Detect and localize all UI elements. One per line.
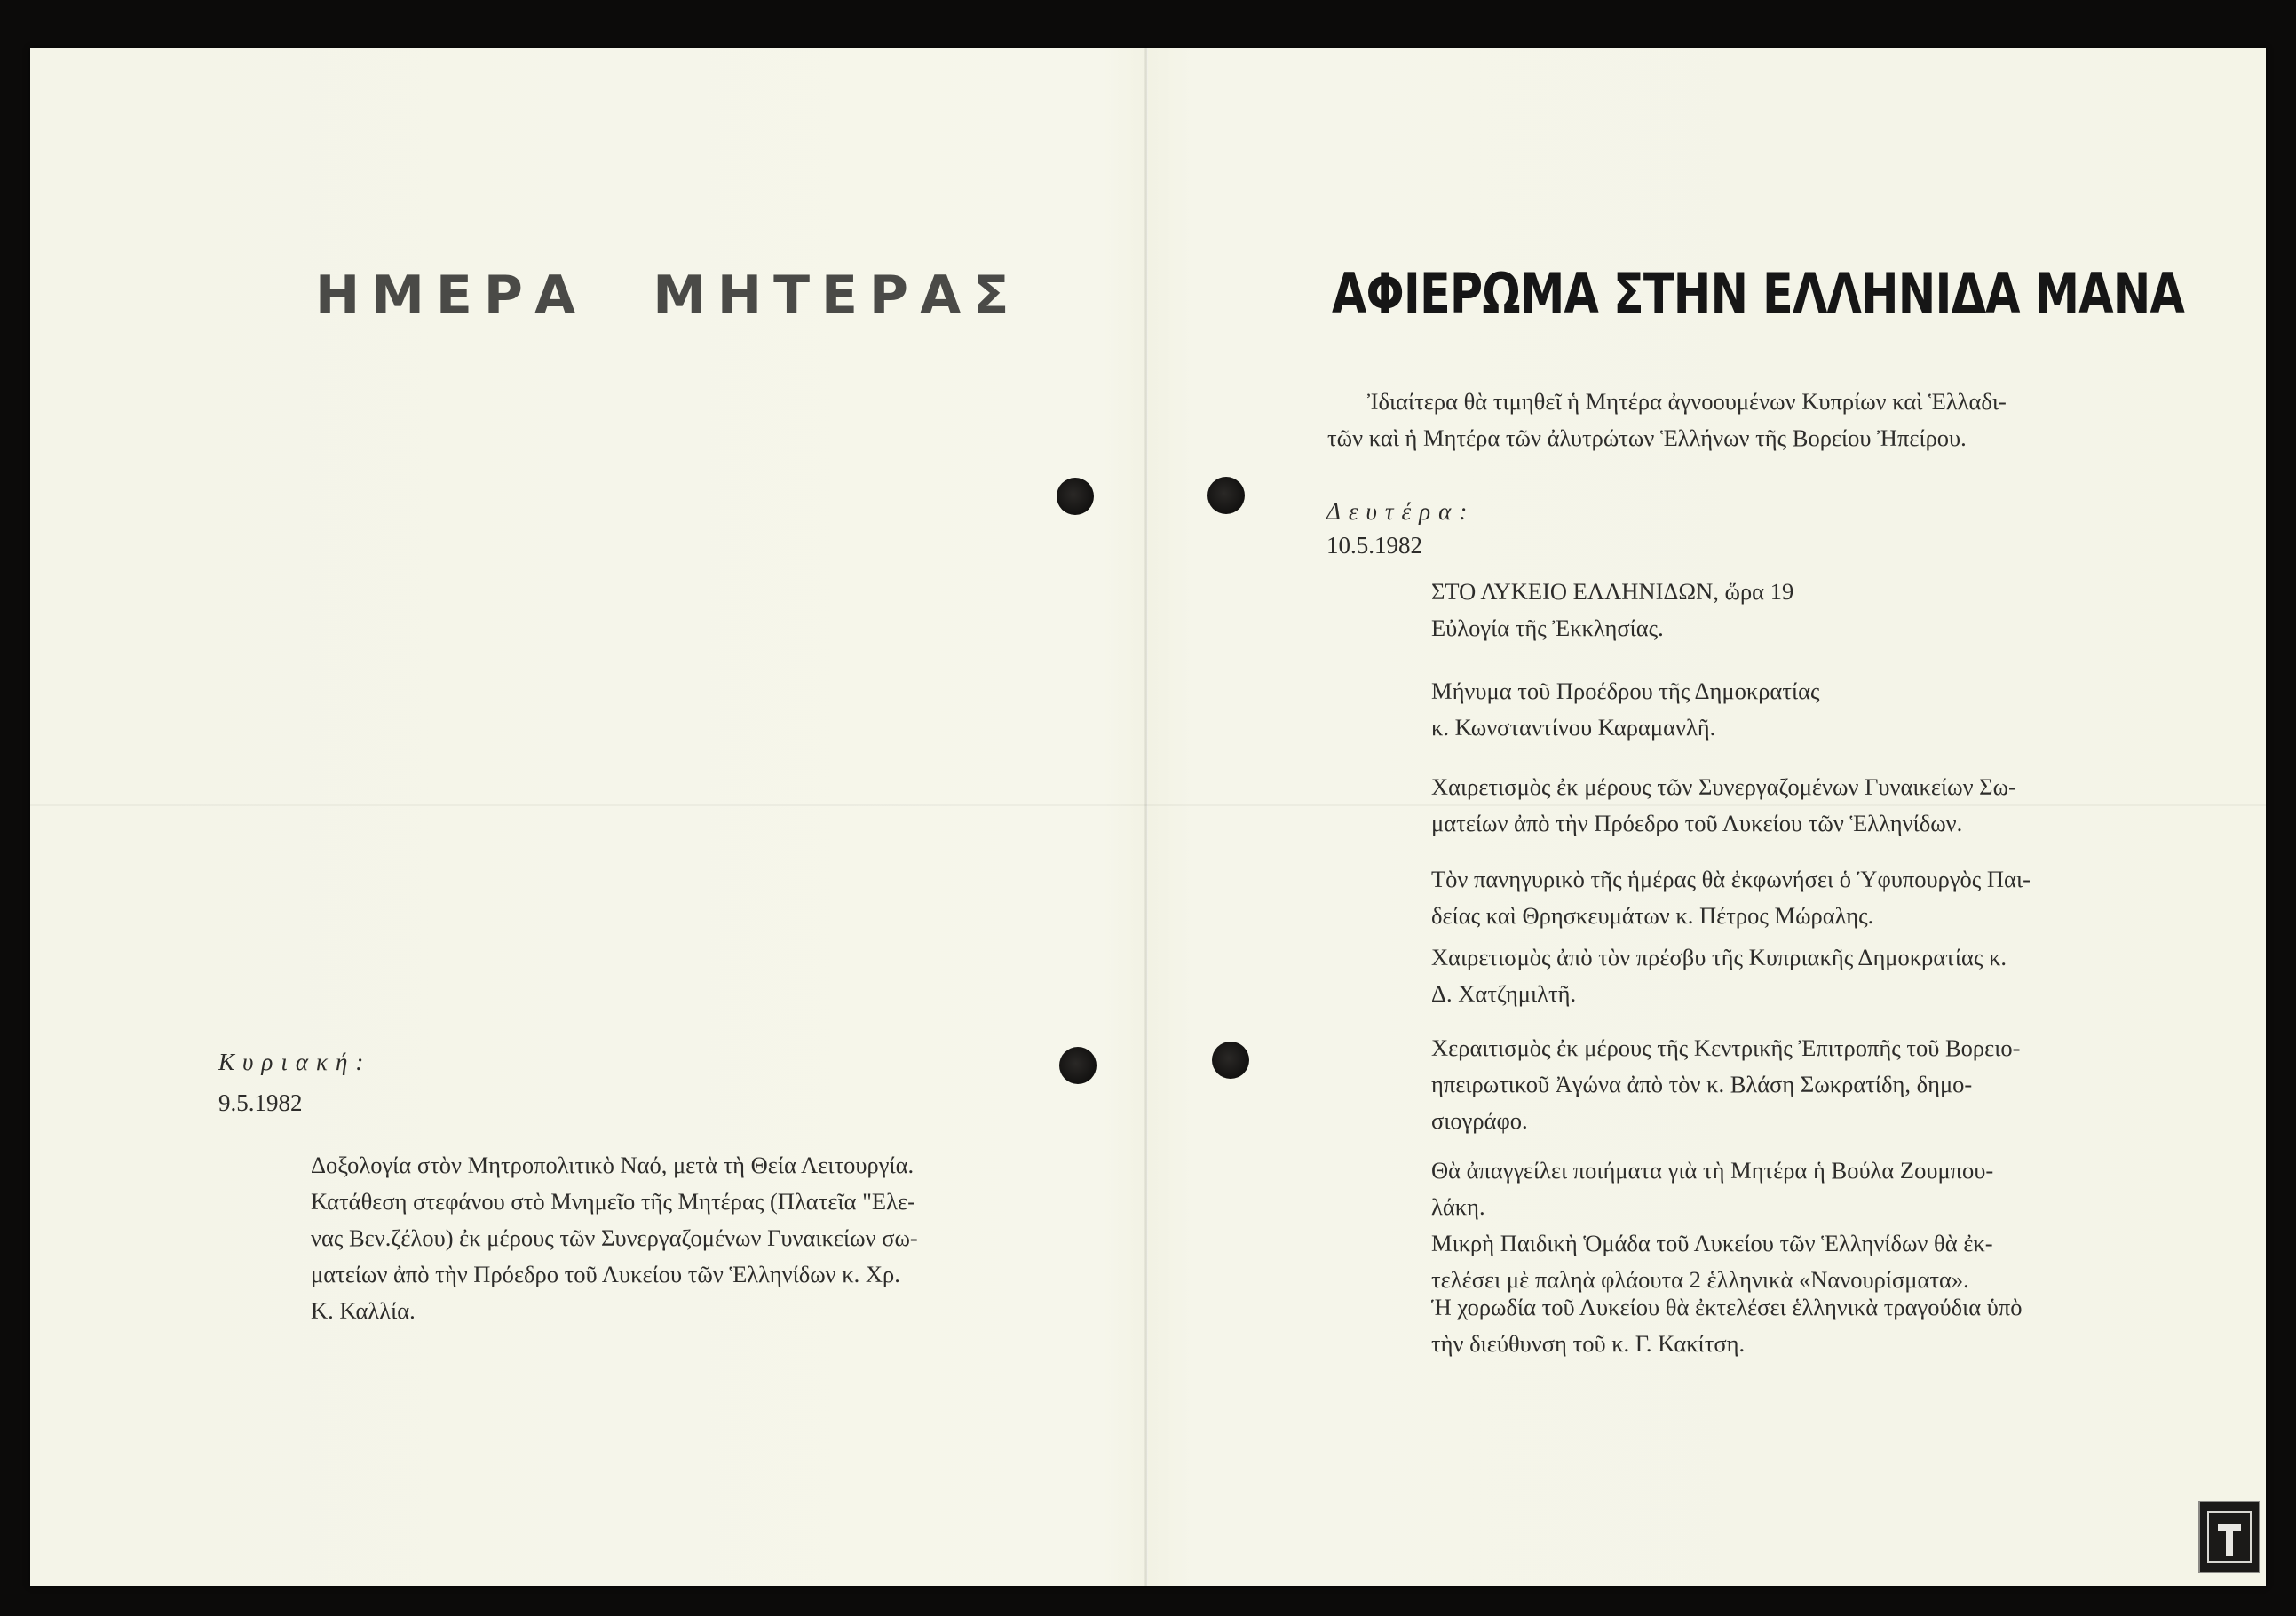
program-line: κ. Κωνσταντίνου Καραμανλῆ. [1431, 714, 1716, 741]
program-line: τελέσει μὲ παληὰ φλάουτα 2 ἑλληνικὰ «Νανουρίσματα». [1431, 1266, 1969, 1293]
program-item [1431, 861, 2031, 934]
left-page-title: ΗΜΕΡΑ ΜΗΤΕΡΑΣ [315, 265, 1021, 327]
left-paragraph [311, 1147, 978, 1329]
punch-hole-top-left [1057, 478, 1094, 515]
program-line: Δ. Χατζημιλτῆ. [1431, 980, 1577, 1007]
left-paragraph-line: νας Βεν.ζέλου) ἐκ μέρους τῶν Συνεργαζομένων Γυναικείων σω- [311, 1224, 918, 1251]
archive-logo [2198, 1501, 2260, 1573]
program-item [1431, 769, 2016, 842]
left-date: 9.5.1982 [218, 1089, 303, 1116]
program-line: Χεραιτισμὸς ἐκ μέρους τῆς Κεντρικῆς Ἐπιτροπῆς τοῦ Βορειο- [1431, 1034, 2021, 1061]
program-line: δείας καὶ Θρησκευμάτων κ. Πέτρος Μώραλης. [1431, 902, 1874, 929]
program-item [1431, 1030, 2020, 1139]
left-paragraph-line: Δοξολογία στὸν Μητροπολιτικὸ Ναό, μετὰ τὴ Θεία Λειτουργία. [311, 1152, 914, 1178]
program-item [1431, 1289, 2023, 1362]
program-line: Ἡ χορωδία τοῦ Λυκείου θὰ ἐκτελέσει ἑλληνικὰ τραγούδια ὑπὸ [1431, 1294, 2023, 1320]
intro-line: Ἰδιαίτερα θὰ τιμηθεῖ ἡ Μητέρα ἀγνοουμένων Κυπρίων καὶ Ἑλλαδι- [1367, 388, 2007, 415]
left-paragraph-line: Κατάθεση στεφάνου στὸ Μνημεῖο τῆς Μητέρας (Πλατεῖα "Ελε- [311, 1188, 915, 1215]
program-item [1431, 939, 2007, 1012]
program-line: λάκη. [1431, 1193, 1485, 1220]
program-line: Εὐλογία τῆς Ἐκκλησίας. [1431, 614, 1664, 641]
program-item [1431, 574, 1793, 646]
left-paragraph-line: Κ. Καλλία. [311, 1297, 416, 1324]
right-page-title: ΑΦΙΕΡΩΜΑ ΣΤΗΝ ΕΛΛΗΝΙΔΑ ΜΑΝΑ [1332, 261, 2185, 326]
punch-hole-bottom-right [1212, 1042, 1249, 1079]
logo-stem [2226, 1529, 2233, 1556]
left-day-label: Κυριακή: [218, 1049, 372, 1075]
program-item [1431, 673, 1819, 746]
right-date: 10.5.1982 [1326, 532, 1422, 558]
program-line: ηπειρωτικοῦ Ἀγώνα ἀπὸ τὸν κ. Βλάση Σωκρατίδη, δημο- [1431, 1071, 1973, 1097]
program-line: ΣΤΟ ΛΥΚΕΙΟ ΕΛΛΗΝΙΔΩΝ, ὥρα 19 [1431, 578, 1794, 605]
program-line: Θὰ ἀπαγγείλει ποιήματα γιὰ τὴ Μητέρα ἡ Βούλα Ζουμπου- [1431, 1157, 1994, 1184]
right-intro [1327, 384, 2007, 456]
left-paragraph-line: ματείων ἀπὸ τὴν Πρόεδρο τοῦ Λυκείου τῶν Ἑλληνίδων κ. Χρ. [311, 1261, 900, 1287]
program-line: τὴν διεύθυνση τοῦ κ. Γ. Κακίτση. [1431, 1330, 1746, 1357]
program-line: Μικρὴ Παιδικὴ Ὁμάδα τοῦ Λυκείου τῶν Ἑλληνίδων θὰ ἐκ- [1431, 1230, 1993, 1256]
program-line: ματείων ἀπὸ τὴν Πρόεδρο τοῦ Λυκείου τῶν Ἑλληνίδων. [1431, 810, 1963, 836]
program-line: Τὸν πανηγυρικὸ τῆς ἡμέρας θὰ ἐκφωνήσει ὁ Ὑφυπουργὸς Παι- [1431, 866, 2031, 892]
program-item [1431, 1153, 1993, 1225]
program-line: Χαιρετισμὸς ἀπὸ τὸν πρέσβυ τῆς Κυπριακῆς Δημοκρατίας κ. [1431, 944, 2007, 970]
logo-frame [2207, 1511, 2252, 1563]
program-line: σιογράφο. [1431, 1107, 1528, 1134]
program-item [1431, 1225, 1993, 1298]
right-day-label: Δευτέρα: [1326, 498, 1476, 525]
punch-hole-bottom-left [1059, 1047, 1097, 1084]
program-line: Χαιρετισμὸς ἐκ μέρους τῶν Συνεργαζομένων Γυναικείων Σω- [1431, 773, 2016, 800]
intro-line: τῶν καὶ ἡ Μητέρα τῶν ἀλυτρώτων Ἑλλήνων τῆς Βορείου Ἠπείρου. [1327, 424, 1967, 451]
program-line: Μήνυμα τοῦ Προέδρου τῆς Δημοκρατίας [1431, 677, 1820, 704]
center-fold [1144, 48, 1148, 1586]
punch-hole-top-right [1207, 477, 1245, 514]
